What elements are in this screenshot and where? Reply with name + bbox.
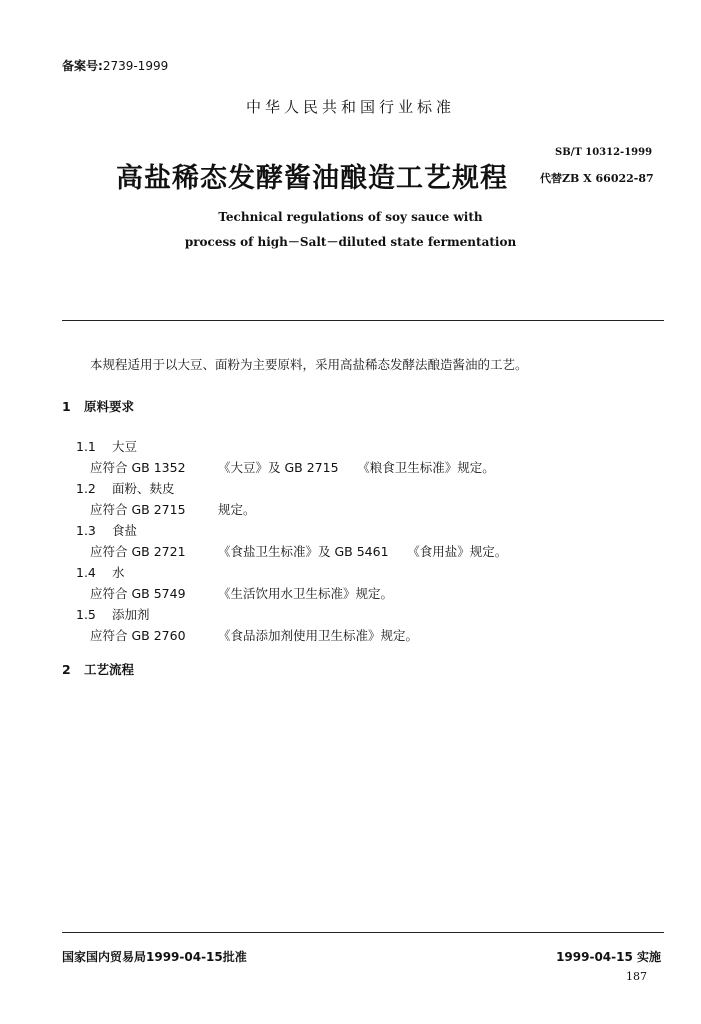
subsection-heading [76, 563, 125, 581]
filing-number-value: 2739-1999 [102, 59, 169, 73]
section-2-title: 工艺流程 [84, 662, 135, 677]
footer-divider [62, 932, 664, 933]
requirement-text: 规定。 [218, 502, 256, 517]
subsection-heading [76, 605, 150, 623]
scope-paragraph: 本规程适用于以大豆、面粉为主要原料，采用高盐稀态发酵法酿造酱油的工艺。 [90, 357, 528, 372]
subsection-number: 1.2 [76, 481, 96, 496]
document-title-english-line1: Technical regulations of soy sauce with [218, 210, 483, 224]
subsection-heading [76, 437, 137, 455]
standard-code: SB/T 10312-1999 [555, 147, 653, 158]
section-1-number: 1 [62, 399, 71, 414]
document-title-english-line2: process of high－Salt－diluted state fermentation [184, 235, 517, 249]
requirement-standard: 应符合 GB 5749 [90, 586, 186, 601]
page-number: 187 [626, 970, 647, 983]
requirement-line [90, 458, 495, 476]
document-title-chinese: 高盐稀态发酵酱油酿造工艺规程 [116, 163, 508, 194]
section-1-heading [62, 397, 134, 415]
requirement-standard: 应符合 GB 2721 [90, 544, 186, 559]
section-2-heading [62, 660, 134, 678]
filing-label: 备案号: [62, 59, 103, 73]
requirement-line [90, 626, 418, 644]
section-1-title: 原料要求 [84, 399, 135, 414]
subsection-name: 大豆 [112, 439, 138, 454]
requirement-text: 《食品添加剂使用卫生标准》规定。 [218, 628, 419, 643]
subsection-number: 1.4 [76, 565, 96, 580]
requirement-standard: 应符合 GB 1352 [90, 460, 186, 475]
subsection-number: 1.3 [76, 523, 96, 538]
requirement-line [90, 584, 393, 602]
subsection-number: 1.1 [76, 439, 96, 454]
filing-number [62, 57, 168, 74]
section-2-number: 2 [62, 662, 71, 677]
approval-note: 国家国内贸易局1999-04-15批准 [62, 950, 247, 964]
subsection-name: 添加剂 [112, 607, 150, 622]
requirement-line [90, 542, 507, 560]
subsection-name: 食盐 [112, 523, 138, 538]
subsection-heading [76, 521, 137, 539]
requirement-standard: 应符合 GB 2715 [90, 502, 186, 517]
requirement-text: 《大豆》及 GB 2715 《粮食卫生标准》规定。 [218, 460, 495, 475]
requirement-text: 《生活饮用水卫生标准》规定。 [218, 586, 394, 601]
requirement-line [90, 500, 256, 518]
header-divider [62, 320, 664, 321]
subsection-heading [76, 479, 175, 497]
subsection-name: 水 [112, 565, 125, 580]
subsection-name: 面粉、麸皮 [112, 481, 175, 496]
replaces-standard: 代替ZB X 66022-87 [540, 172, 654, 185]
requirement-text: 《食盐卫生标准》及 GB 5461 《食用盐》规定。 [218, 544, 508, 559]
subsection-number: 1.5 [76, 607, 96, 622]
standard-category: 中华人民共和国行业标准 [245, 98, 455, 116]
requirement-standard: 应符合 GB 2760 [90, 628, 186, 643]
implementation-date: 1999-04-15 实施 [556, 950, 661, 964]
